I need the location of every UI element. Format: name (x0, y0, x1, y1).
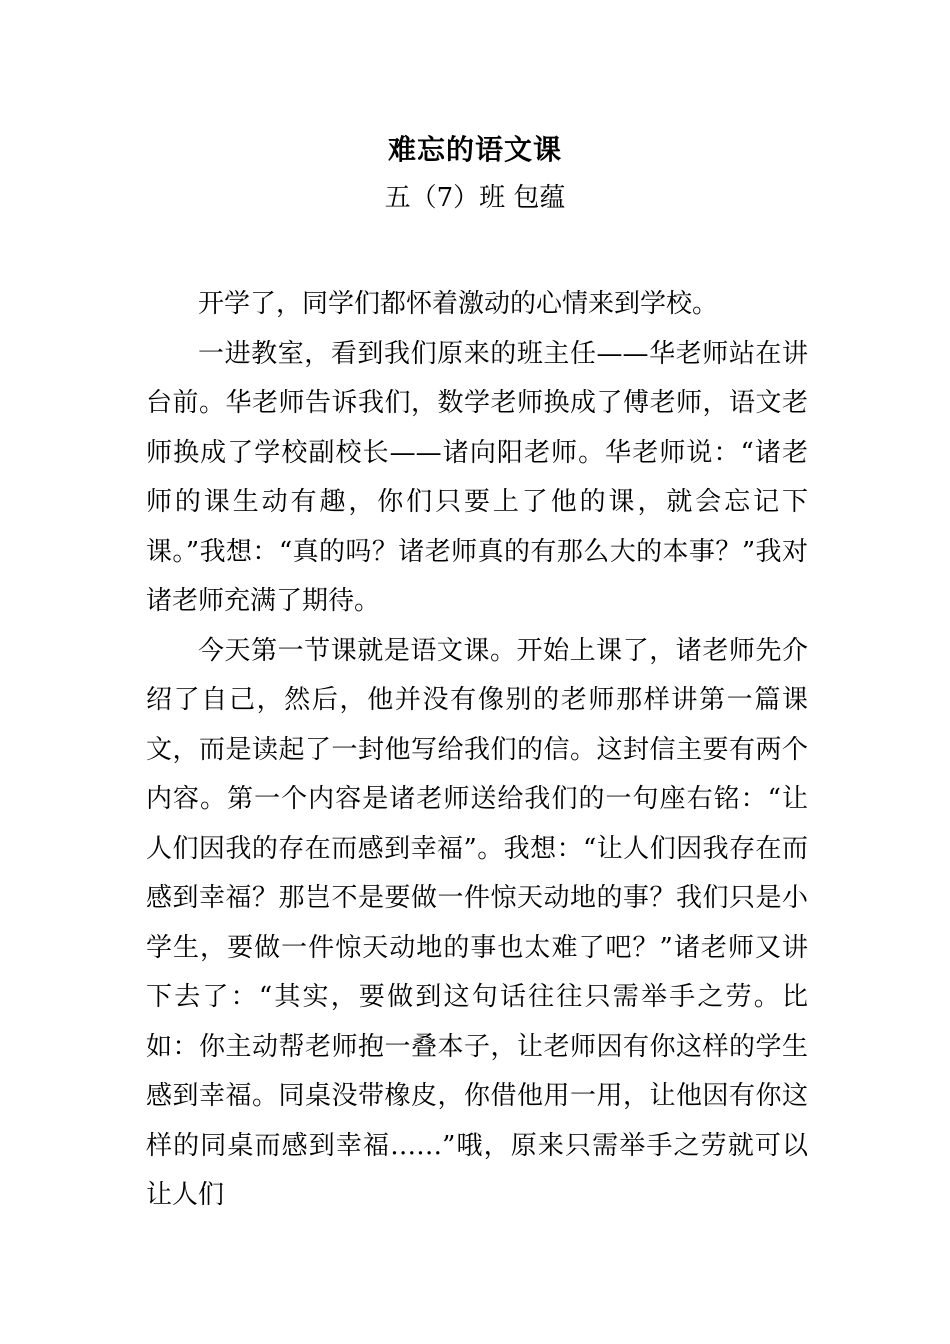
paragraph-1: 开学了，同学们都怀着激动的心情来到学校。 (198, 289, 719, 319)
document-body (146, 280, 808, 1221)
document-title: 难忘的语文课 (387, 133, 562, 166)
paragraph-3: 今天第一节课就是语文课。开始上课了，诸老师先介绍了自己，然后，他并没有像别的老师那样讲第一篇课文，而是读起了一封他写给我们的信。这封信主要有两个内容。第一个内容是诸老师送给我们的一句座右铭：“让人们因我的存在而感到幸福”。我想：“让人们因我存在而感到幸福？那岂不是要做一件惊天动地的事？我们只是小学生，要做一件惊天动地的事也太难了吧？”诸老师又讲下去了：“其实，要做到这句话往往只需举手之劳。比如：你主动帮老师抱一叠本子，让老师因有你这样的学生感到幸福。同桌没带橡皮，你借他用一用，让他因有你这样的同桌而感到幸福……”哦，原来只需举手之劳就可以让人们 (146, 635, 808, 1210)
author-byline: 五（7）班 包蕴 (384, 183, 566, 213)
paragraph-2: 一进教室，看到我们原来的班主任——华老师站在讲台前。华老师告诉我们，数学老师换成了傅老师，语文老师换成了学校副校长——诸向阳老师。华老师说：“诸老师的课生动有趣，你们只要上了他的课，就会忘记下课。”我想：“真的吗？诸老师真的有那么大的本事？”我对诸老师充满了期待。 (146, 338, 808, 616)
